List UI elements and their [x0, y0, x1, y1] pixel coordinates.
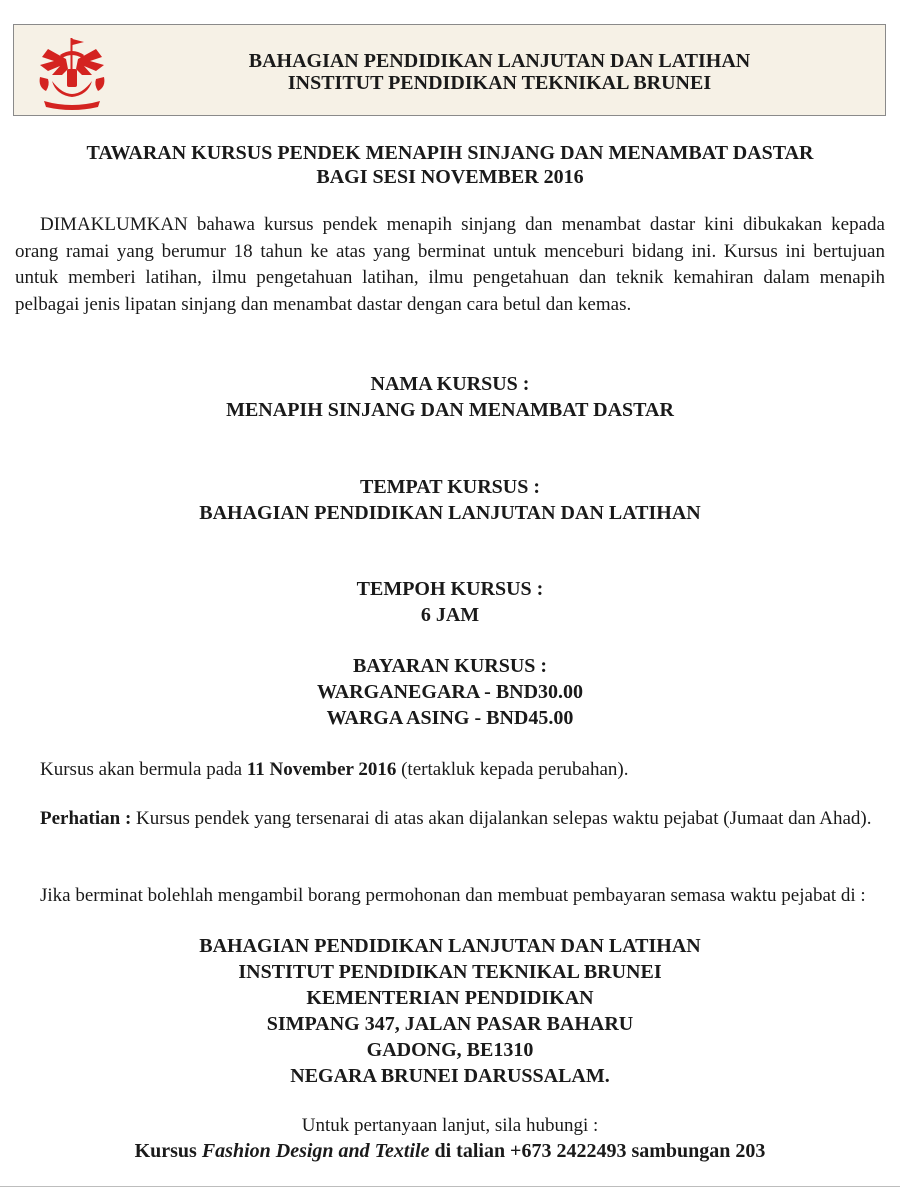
fee-foreign: WARGA ASING - BND45.00 — [326, 707, 574, 729]
apply-paragraph: Jika berminat bolehlah mengambil borang permohonan dan membuat pembayaran semasa waktu pejabat di : — [40, 885, 866, 906]
duration-section — [0, 576, 900, 628]
address-line: INSTITUT PENDIDIKAN TEKNIKAL BRUNEI — [238, 961, 662, 983]
venue-label: TEMPAT KURSUS : — [359, 476, 541, 498]
header-line-1: BAHAGIAN PENDIDIKAN LANJUTAN DAN LATIHAN — [248, 50, 751, 72]
start-date: 11 November 2016 — [246, 759, 397, 780]
address-line: KEMENTERIAN PENDIDIKAN — [306, 987, 594, 1009]
course-name-value: MENAPIH SINJANG DAN MENAMBAT DASTAR — [226, 399, 674, 421]
notice-title-line-1: TAWARAN KURSUS PENDEK MENAPIH SINJANG DAN MENAMBAT DASTAR — [86, 142, 814, 164]
course-name-section — [0, 371, 900, 423]
fee-citizen: WARGANEGARA - BND30.00 — [316, 681, 584, 703]
address-line: BAHAGIAN PENDIDIKAN LANJUTAN DAN LATIHAN — [199, 935, 701, 957]
header-line-2: INSTITUT PENDIDIKAN TEKNIKAL BRUNEI — [287, 72, 712, 94]
contact-suffix: di talian +673 2422493 sambungan 203 — [429, 1140, 766, 1162]
notice-label: Perhatian : — [40, 808, 132, 829]
start-suffix: (tertakluk kepada perubahan). — [396, 759, 629, 780]
notice-title — [0, 141, 900, 189]
fee-label: BAYARAN KURSUS : — [352, 655, 548, 677]
contact-lead: Untuk pertanyaan lanjut, sila hubungi : — [301, 1115, 599, 1136]
notice-paragraph — [15, 806, 885, 832]
venue-section — [0, 474, 900, 526]
venue-value: BAHAGIAN PENDIDIKAN LANJUTAN DAN LATIHAN — [199, 502, 701, 524]
bottom-divider — [0, 1186, 900, 1187]
fee-section — [0, 653, 900, 731]
notice-title-line-2: BAGI SESI NOVEMBER 2016 — [316, 166, 584, 188]
address-line: SIMPANG 347, JALAN PASAR BAHARU — [266, 1013, 634, 1035]
duration-label: TEMPOH KURSUS : — [356, 578, 544, 600]
contact-line — [0, 1139, 900, 1163]
start-date-paragraph — [15, 757, 885, 783]
address-line: NEGARA BRUNEI DARUSSALAM. — [290, 1065, 610, 1087]
header-title — [124, 50, 875, 94]
brunei-crest-icon — [30, 35, 114, 111]
address-line: GADONG, BE1310 — [366, 1039, 534, 1061]
duration-value: 6 JAM — [420, 604, 480, 626]
address-block — [0, 933, 900, 1089]
notice-text: Kursus pendek yang tersenarai di atas akan dijalankan selepas waktu pejabat (Jumaat dan Ahad). — [131, 808, 872, 829]
contact-course: Fashion Design and Textile — [201, 1140, 430, 1162]
intro-paragraph: DIMAKLUMKAN bahawa kursus pendek menapih sinjang dan menambat dastar kini dibukakan kepada orang ramai yang berumur 18 tahun ke atas yang berminat untuk menceburi bidang ini. Kursus ini bertujuan untuk memberi latihan, ilmu pengetahuan latihan, ilmu pengetahuan dan teknik kemahiran dalam menapih pelbagai jenis lipatan sinjang dan menambat dastar dengan cara betul dan kemas. — [15, 214, 885, 315]
header-box — [13, 24, 886, 116]
start-prefix: Kursus akan bermula pada — [40, 759, 247, 780]
course-name-label: NAMA KURSUS : — [370, 373, 530, 395]
contact-prefix: Kursus — [134, 1140, 202, 1162]
